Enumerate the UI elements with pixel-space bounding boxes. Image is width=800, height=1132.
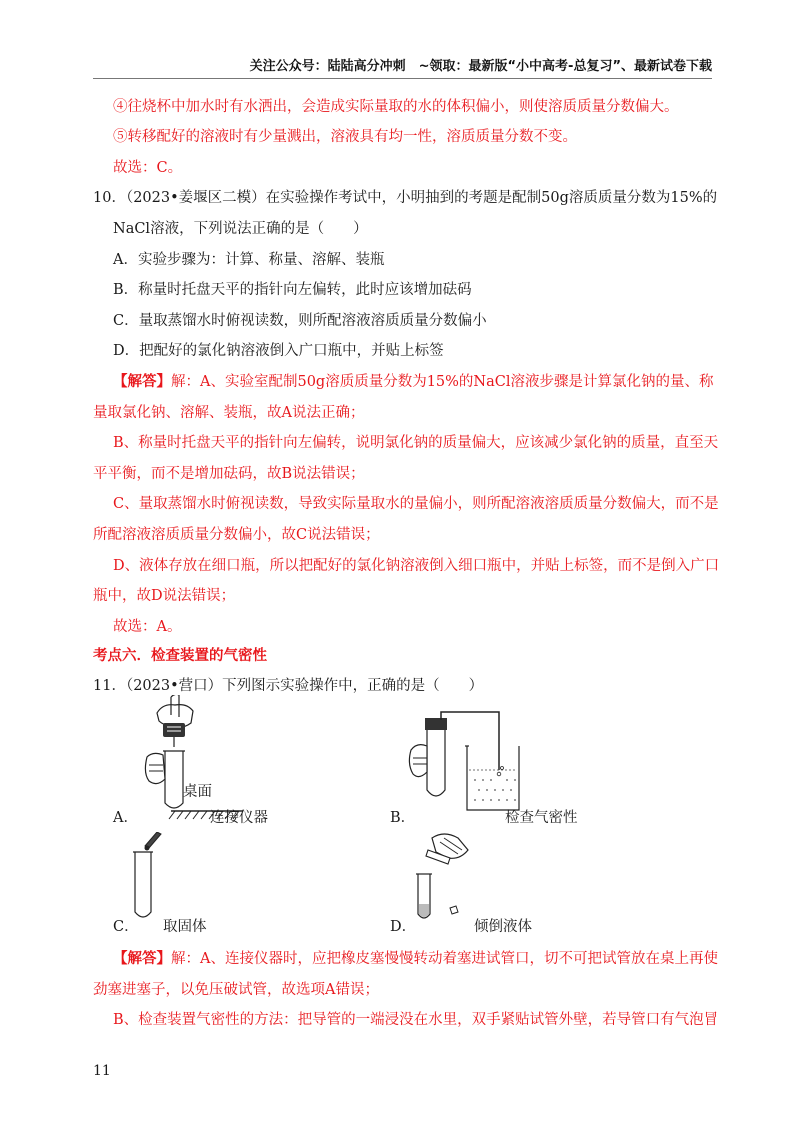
q10-answer-line1 — [113, 372, 714, 392]
prev-answer-item5: ⑤转移配好的溶液时有少量溅出，溶液具有均一性，溶质质量分数不变。 — [113, 129, 577, 145]
figure-b-letter: B． — [390, 810, 416, 826]
q10-answer-line6: 所配溶液溶质质量分数偏小，故C说法错误； — [93, 527, 380, 543]
page-number: 11 — [93, 1063, 111, 1079]
q10-answer-line4: 平平衡，而不是增加砝码，故B说法错误； — [93, 466, 365, 482]
q11-answer-head: 【解答】 — [113, 951, 171, 967]
figure-c-letter: C． — [113, 919, 139, 935]
figure-d-caption: 倾倒液体 — [474, 919, 532, 935]
figure-b-caption: 检查气密性 — [505, 810, 578, 826]
prev-answer-choice: 故选：C。 — [113, 160, 183, 176]
header-rule — [93, 78, 712, 79]
q10-answer-line8: 瓶中，故D说法错误； — [93, 588, 236, 604]
q10-stem-line2: NaCl溶液，下列说法正确的是（ ） — [113, 221, 368, 237]
q10-option-b: B．称量时托盘天平的指针向左偏转，此时应该增加砝码 — [113, 282, 472, 298]
q10-answer-line9: 故选：A。 — [113, 619, 182, 635]
figure-a-letter: A． — [113, 810, 138, 826]
q10-answer-line2: 量取氯化钠、溶解、装瓶，故A说法正确； — [93, 405, 365, 421]
figure-a-desk-label: 桌面 — [183, 784, 212, 800]
q11-answer-text1: 解：A、连接仪器时，应把橡皮塞慢慢转动着塞进试管口，切不可把试管放在桌上再使 — [171, 951, 718, 967]
q10-answer-text1: 解：A、实验室配制50g溶质质量分数为15%的NaCl溶液步骤是计算氯化钠的量、称 — [171, 374, 714, 390]
q10-option-c: C．量取蒸馏水时俯视读数，则所配溶液溶质质量分数偏小 — [113, 313, 487, 329]
q10-stem-line1: 10．（2023•姜堰区二模）在实验操作考试中，小明抽到的考题是配制50g溶质质量分数为15%的 — [93, 190, 718, 206]
page-header: 关注公众号：陆陆高分冲刺 ~领取：最新版“小中高考-总复习”、最新试卷下载 — [249, 59, 712, 74]
figure-c-taking-solid — [125, 832, 170, 922]
q10-option-d: D．把配好的氯化钠溶液倒入广口瓶中，并贴上标签 — [113, 343, 444, 359]
figure-d-letter: D． — [390, 919, 417, 935]
q11-answer-line1 — [113, 949, 718, 969]
q11-answer-line2: 劲塞进塞子，以免压破试管，故选项A错误； — [93, 982, 379, 998]
q10-option-a: A．实验步骤为：计算、称量、溶解、装瓶 — [113, 252, 385, 268]
q10-answer-line5: C、量取蒸馏水时俯视读数，导致实际量取水的量偏小，则所配溶液溶质质量分数偏大，而不是 — [113, 496, 719, 512]
figure-d-pouring-liquid — [410, 832, 480, 922]
figure-c-caption: 取固体 — [163, 919, 207, 935]
q10-answer-line7: D、液体存放在细口瓶，所以把配好的氯化钠溶液倒入细口瓶中，并贴上标签，而不是倒入广口 — [113, 558, 720, 574]
prev-answer-item4: ④往烧杯中加水时有水洒出，会造成实际量取的水的体积偏小，则使溶质质量分数偏大。 — [113, 99, 679, 115]
figure-a-caption: 连接仪器 — [210, 810, 268, 826]
q11-answer-line3: B、检查装置气密性的方法：把导管的一端浸没在水里，双手紧贴试管外壁，若导管口有气泡冒 — [113, 1012, 719, 1028]
q10-answer-line3: B、称量时托盘天平的指针向左偏转，说明氯化钠的质量偏大，应该减少氯化钠的质量，直至天 — [113, 435, 719, 451]
section-heading: 考点六．检查装置的气密性 — [93, 648, 267, 664]
figure-b-airtightness-check — [405, 710, 525, 820]
q11-stem: 11．（2023•营口）下列图示实验操作中，正确的是（ ） — [93, 678, 484, 694]
q10-answer-head: 【解答】 — [113, 374, 171, 390]
